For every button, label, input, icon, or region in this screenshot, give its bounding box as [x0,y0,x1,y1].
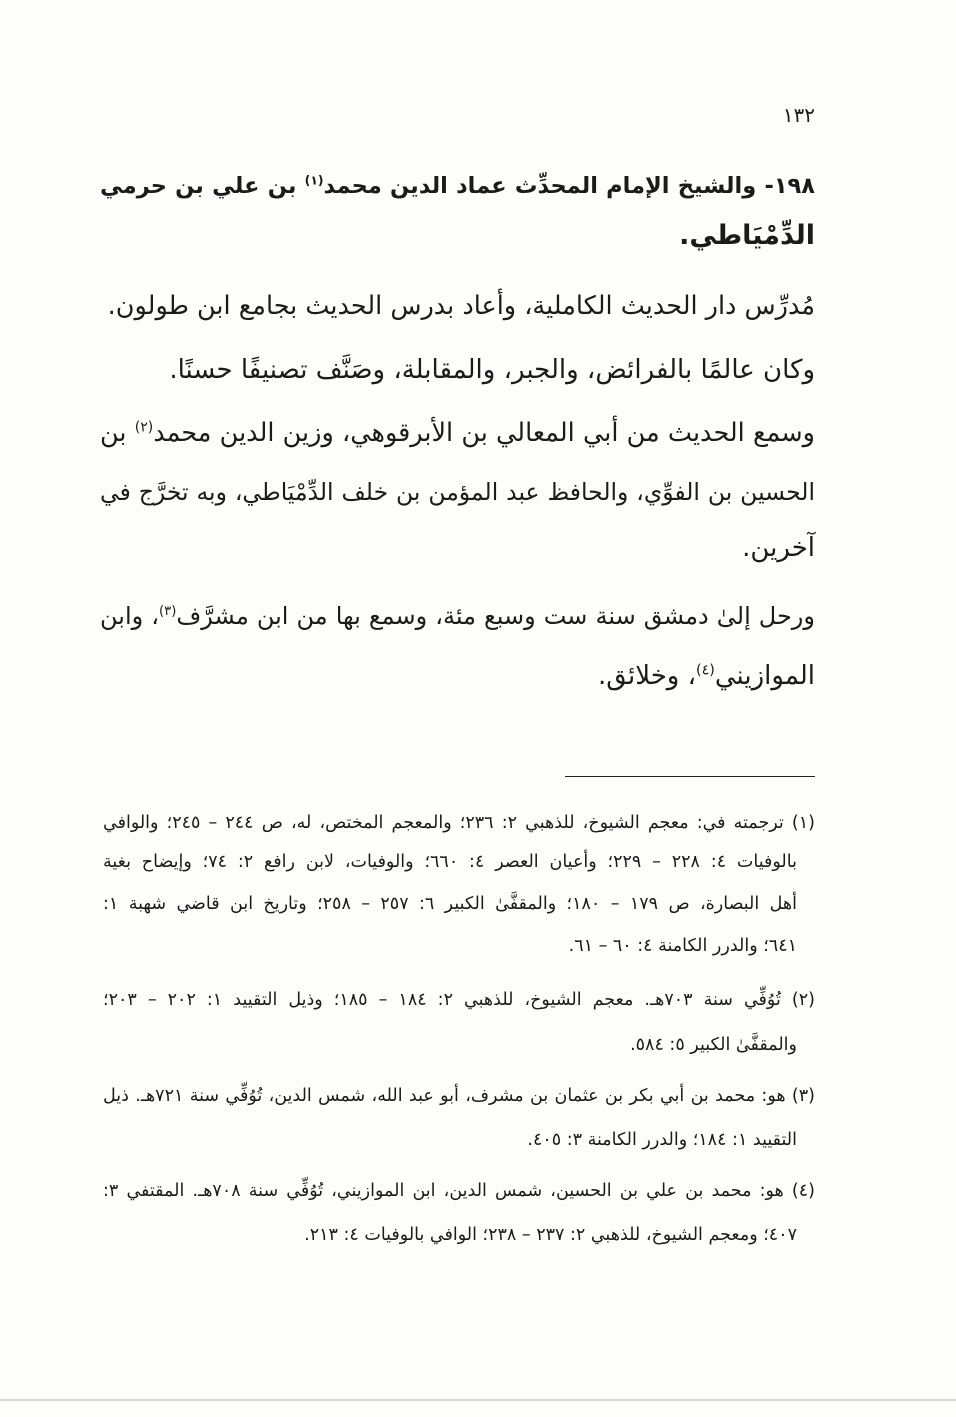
body-text: ورحل إلىٰ دمشق سنة ست وسبع مئة، وسمع بها من ابن مشرَّف [176,602,815,630]
body-line [100,651,815,701]
footnote-line: ٦٤١؛ والدرر الكامنة ٤: ٦٠ – ٦١. [568,936,797,956]
body-text: آخرين. [742,533,815,563]
body-line [100,345,815,395]
heading-text: الدِّمْيَاطي. [679,220,815,251]
footnote-ref: (١) [304,173,324,188]
body-text: بن [100,418,135,448]
body-text: الموازيني [714,661,815,691]
footnote-line: التقييد ١: ١٨٤؛ والدرر الكامنة ٣: ٤٠٥. [527,1130,797,1150]
body-text: مُدرِّس دار الحديث الكاملية، وأعاد بدرس الحديث بجامع ابن طولون. [107,291,815,321]
footnote-line: ٤٠٧؛ ومعجم الشيوخ، للذهبي ٢: ٢٣٧ – ٢٣٨؛ الوافي بالوفيات ٤: ٢١٣. [304,1225,797,1245]
footnote-line: (٤) هو: محمد بن علي بن الحسين، شمس الدين، ابن الموازيني، تُوُفِّي سنة ٧٠٨هـ. المقتفي ٣: [103,1181,815,1201]
scan-edge-line [0,1399,956,1401]
body-line [100,408,815,458]
footnote-ref: (٢) [134,419,154,436]
heading-line [100,211,815,261]
body-text: ، وابن [100,602,160,630]
footnote-line: أهل البصارة، ص ١٧٩ – ١٨٠؛ والمقفَّىٰ الكبير ٦: ٢٥٧ – ٢٥٨؛ وتاريخ ابن قاضي شهبة ١: [103,894,797,914]
footnote-ref: (٣) [159,604,177,619]
body-text: ، وخلائق. [598,661,697,691]
footnote-line: بالوفيات ٤: ٢٢٨ – ٢٢٩؛ وأعيان العصر ٤: ٦٦٠؛ والوفيات، لابن رافع ٢: ٧٤؛ وإيضاح بغية [103,852,797,872]
heading-text: ١٩٨- والشيخ الإمام المحدِّث عماد الدين محمد [323,173,816,199]
footnote-line: (٢) تُوُفِّي سنة ٧٠٣هـ. معجم الشيوخ، للذهبي ٢: ١٨٤ – ١٨٥؛ وذيل التقييد ١: ٢٠٢ – ٢٠٣؛ [103,990,815,1010]
footnote-line: والمقفَّىٰ الكبير ٥: ٥٨٤. [630,1035,797,1055]
footnote-ref: (٤) [696,662,715,679]
heading-line [100,161,815,211]
body-line [100,591,815,641]
body-text: وسمع الحديث من أبي المعالي بن الأبرقوهي، وزين الدين محمد [153,418,815,448]
body-text: الحسين بن الفوِّي، والحافظ عبد المؤمن بن خلف الدِّمْيَاطي، وبه تخرَّج في [100,478,815,506]
heading-text: بن علي بن حرمي [100,173,305,199]
body-line [100,281,815,331]
footnote-line: (١) ترجمته في: معجم الشيوخ، للذهبي ٢: ٢٣٦؛ والمعجم المختص، له، ص ٢٤٤ – ٢٤٥؛ والوافي [103,813,815,833]
footnote-line: (٣) هو: محمد بن أبي بكر بن عثمان بن مشرف، أبو عبد الله، شمس الدين، تُوُفِّي سنة ٧٢١هـ. ذيل [103,1086,815,1106]
footnote-separator [565,776,815,777]
body-text: وكان عالمًا بالفرائض، والجبر، والمقابلة، وصَنَّف تصنيفًا حسنًا. [169,355,815,385]
page-number: ١٣٢ [782,103,815,127]
body-line [100,467,815,517]
body-line [100,523,815,573]
